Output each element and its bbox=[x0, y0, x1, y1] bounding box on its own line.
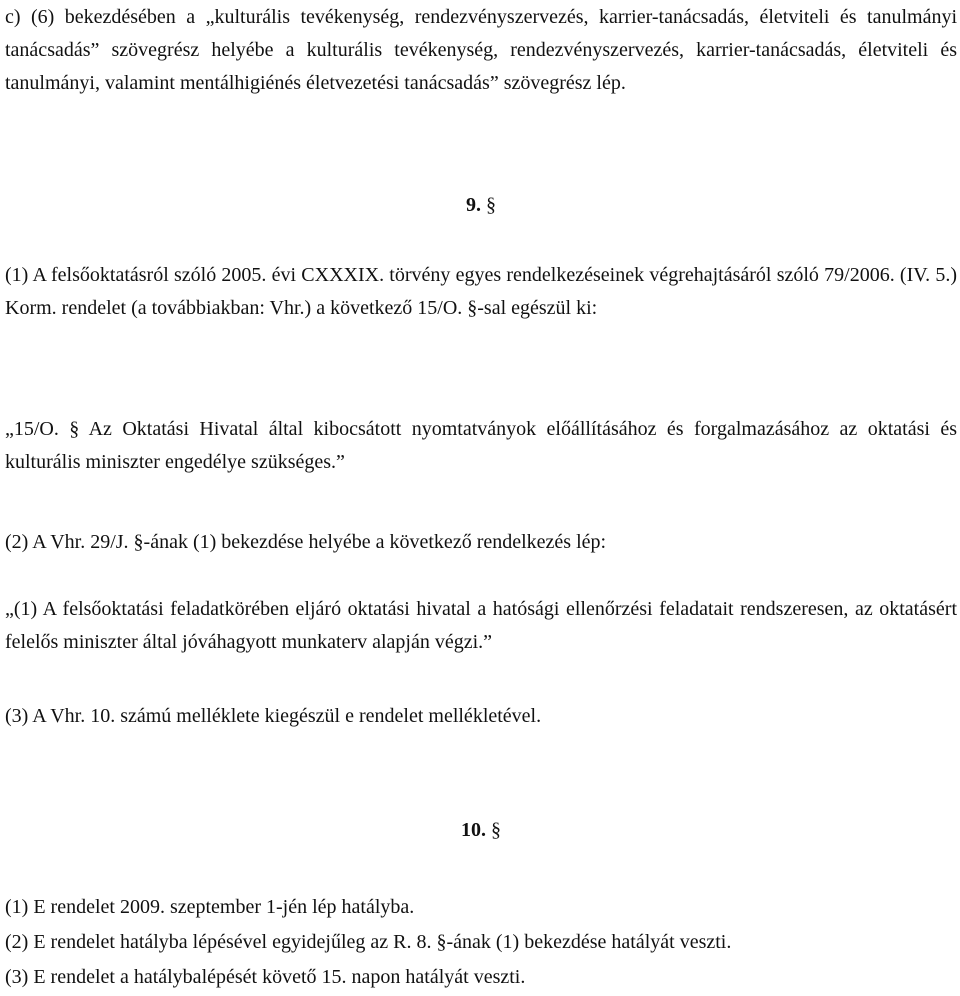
section-symbol: § bbox=[486, 194, 496, 216]
section-10-paragraph-3: (3) E rendelet a hatálybalépését követő 15. napon hatályát veszti. bbox=[5, 966, 526, 988]
section-9-paragraph-3: (3) A Vhr. 10. számú melléklete kiegészül e rendelet mellékletével. bbox=[5, 705, 542, 727]
section-10-number: 10. bbox=[461, 819, 486, 841]
section-9-paragraph-2: (2) A Vhr. 29/J. §-ának (1) bekezdése helyébe a következő rendelkezés lép: bbox=[5, 531, 607, 553]
section-10-heading bbox=[5, 817, 957, 843]
section-symbol: § bbox=[491, 819, 501, 841]
section-9-heading bbox=[5, 192, 957, 218]
section-9-number: 9. bbox=[466, 194, 481, 216]
section-9-quote-29-J: „(1) A felsőoktatási feladatkörében eljáró oktatási hivatal a hatósági ellenőrzési feladatait rendszeresen, az oktatásért felelős miniszter által jóváhagyott munkaterv alapján végzi.” bbox=[5, 598, 957, 653]
section-9-paragraph-1: (1) A felsőoktatásról szóló 2005. évi CXXXIX. törvény egyes rendelkezéseinek végrehajtásáról szóló 79/2006. (IV. 5.) Korm. rendelet (a továbbiakban: Vhr.) a következő 15/O. §-sal egészül ki: bbox=[5, 264, 957, 319]
section-9-quote-15-O: „15/O. § Az Oktatási Hivatal által kibocsátott nyomtatványok előállításához és forgalmazásához az oktatási és kulturális miniszter engedélye szükséges.” bbox=[5, 418, 957, 473]
section-10-paragraph-1: (1) E rendelet 2009. szeptember 1-jén lép hatályba. bbox=[5, 896, 415, 918]
intro-paragraph: c) (6) bekezdésében a „kulturális tevékenység, rendezvényszervezés, karrier-tanácsadás, életviteli és tanulmányi tanácsadás” szövegrész helyébe a kulturális tevékenység, rendezvényszervezés, karrier-tanácsadás, életviteli és tanulmányi, valamint mentálhigiénés életvezetési tanácsadás” szövegrész lép. bbox=[5, 6, 957, 94]
section-10-paragraph-2: (2) E rendelet hatályba lépésével egyidejűleg az R. 8. §-ának (1) bekezdése hatályát veszti. bbox=[5, 931, 732, 953]
